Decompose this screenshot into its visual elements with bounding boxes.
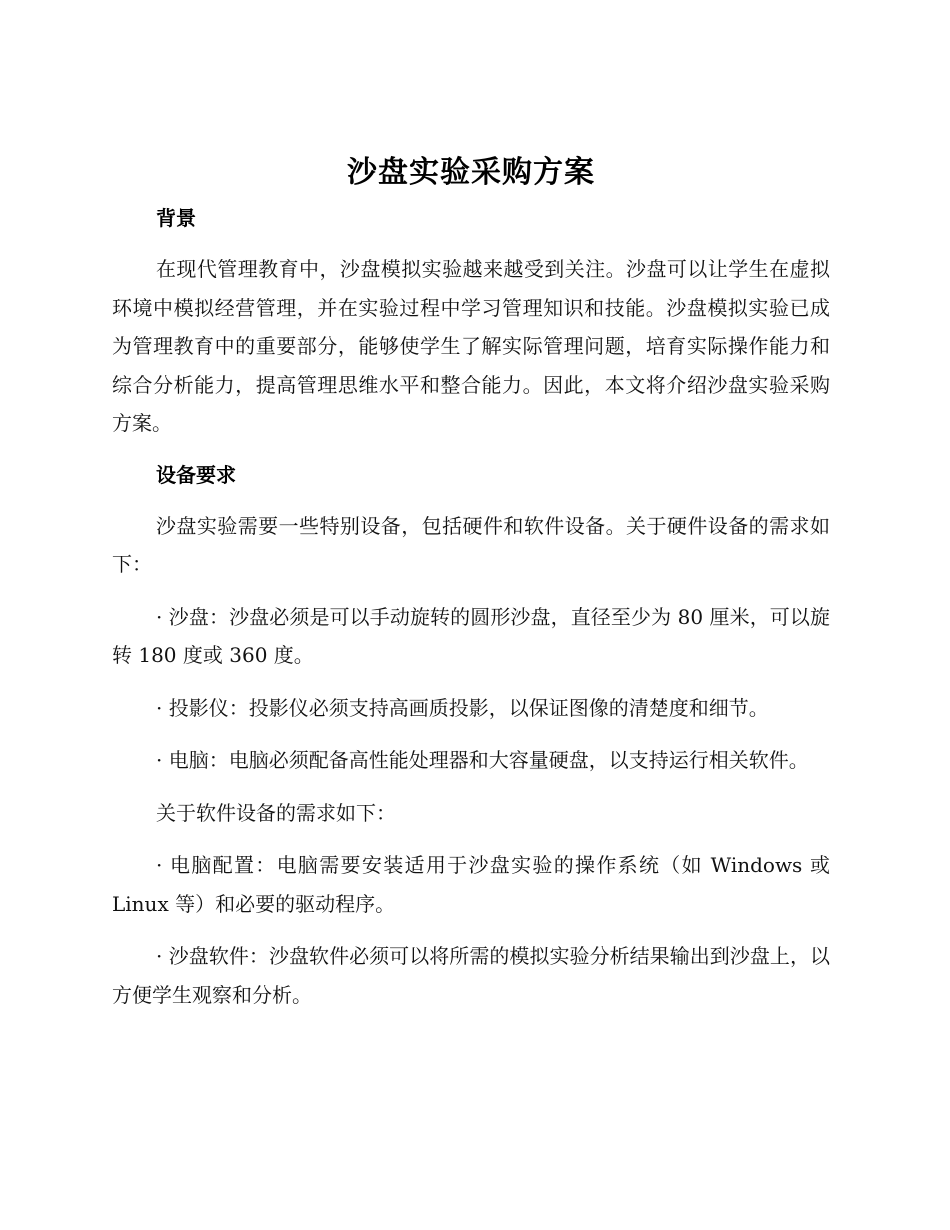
section-heading-background: 背景: [156, 206, 196, 230]
hardware-item-projector: · 投影仪：投影仪必须支持高画质投影，以保证图像的清楚度和细节。: [156, 695, 769, 720]
document-body: [112, 150, 830, 1014]
section-heading-equipment: 设备要求: [156, 462, 236, 487]
software-item-sandtable-software: · 沙盘软件：沙盘软件必须可以将所需的模拟实验分析结果输出到沙盘上，以方便学生观察和分析。: [112, 944, 830, 1007]
equipment-intro-paragraph: 沙盘实验需要一些特别设备，包括硬件和软件设备。关于硬件设备的需求如下：: [112, 513, 830, 576]
document-title: 沙盘实验采购方案: [347, 155, 595, 190]
software-intro-paragraph: 关于软件设备的需求如下：: [156, 800, 396, 825]
hardware-item-sandtable: · 沙盘：沙盘必须是可以手动旋转的圆形沙盘，直径至少为 80 厘米，可以旋转 180 度或 360 度。: [112, 604, 830, 667]
background-paragraph: 在现代管理教育中，沙盘模拟实验越来越受到关注。沙盘可以让学生在虚拟环境中模拟经营管理，并在实验过程中学习管理知识和技能。沙盘模拟实验已成为管理教育中的重要部分，能够使学生了解实际管理问题，培育实际操作能力和综合分析能力，提高管理思维水平和整合能力。因此，本文将介绍沙盘实验采购方案。: [112, 257, 830, 435]
hardware-item-computer: · 电脑：电脑必须配备高性能处理器和大容量硬盘，以支持运行相关软件。: [156, 748, 809, 772]
software-item-computer-config: · 电脑配置：电脑需要安装适用于沙盘实验的操作系统（如 Windows 或 Linux 等）和必要的驱动程序。: [112, 853, 830, 916]
